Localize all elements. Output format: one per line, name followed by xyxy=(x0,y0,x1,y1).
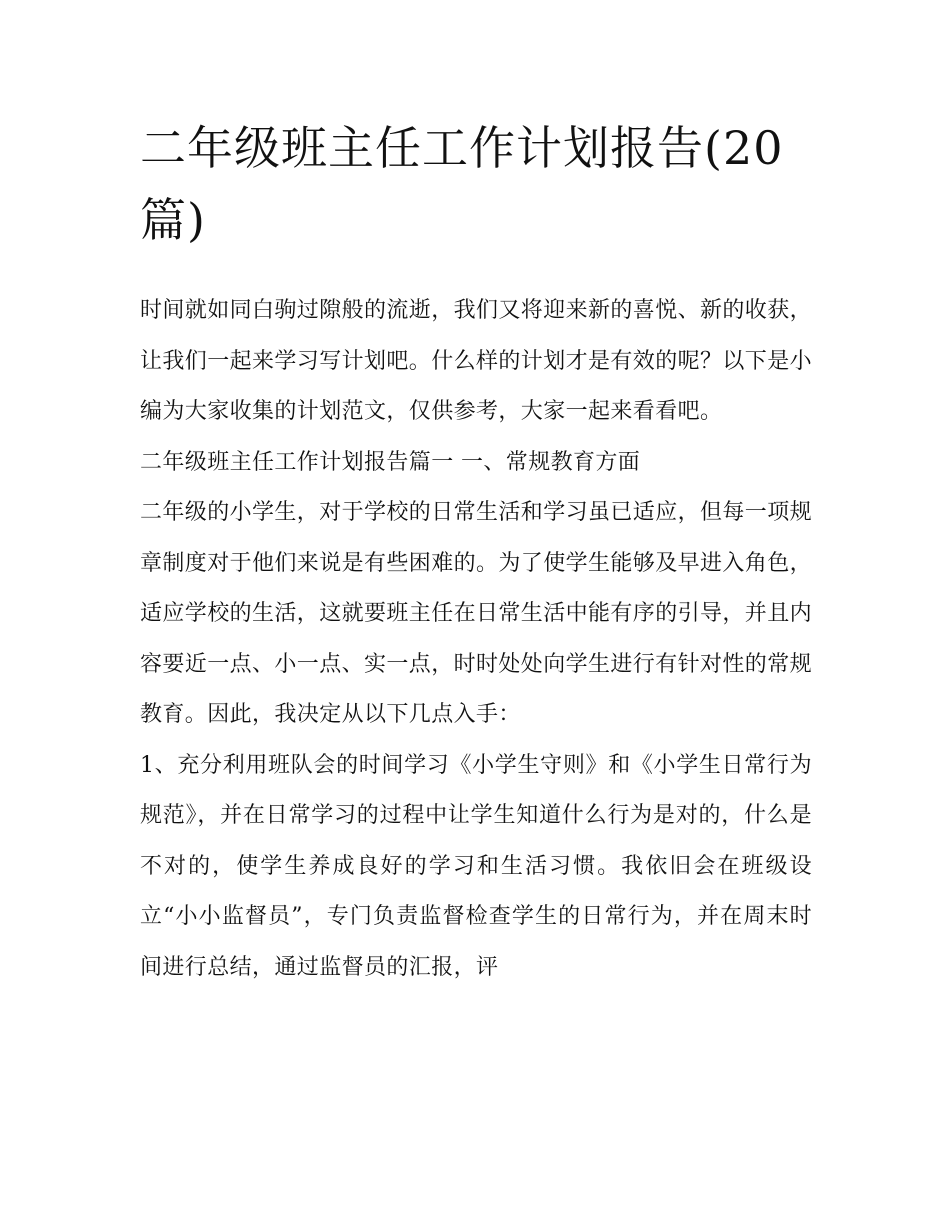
body-paragraph: 二年级的小学生，对于学校的日常生活和学习虽已适应，但每一项规章制度对于他们来说是有些困难的。为了使学生能够及早进入角色，适应学校的生活，这就要班主任在日常生活中能有序的引导，并且内容要近一点、小一点、实一点，时时处处向学生进行有针对性的常规教育。因此，我决定从以下几点入手： xyxy=(140,500,813,727)
intro-paragraph: 时间就如同白驹过隙般的流逝，我们又将迎来新的喜悦、新的收获，让我们一起来学习写计划吧。什么样的计划才是有效的呢？以下是小编为大家收集的计划范文，仅供参考，大家一起来看看吧。 xyxy=(140,298,813,424)
section-heading-paragraph: 二年级班主任工作计划报告篇一 一、常规教育方面 xyxy=(140,449,641,475)
document-title: 二年级班主任工作计划报告(20篇) xyxy=(140,121,784,247)
document-body xyxy=(140,112,812,993)
list-item-paragraph: 1、充分利用班队会的时间学习《小学生守则》和《小学生日常行为规范》，并在日常学习的过程中让学生知道什么行为是对的，什么是不对的，使学生养成良好的学习和生活习惯。我依旧会在班级设立“小小监督员”，专门负责监督检查学生的日常行为，并在周末时间进行总结，通过监督员的汇报，评 xyxy=(140,752,812,980)
